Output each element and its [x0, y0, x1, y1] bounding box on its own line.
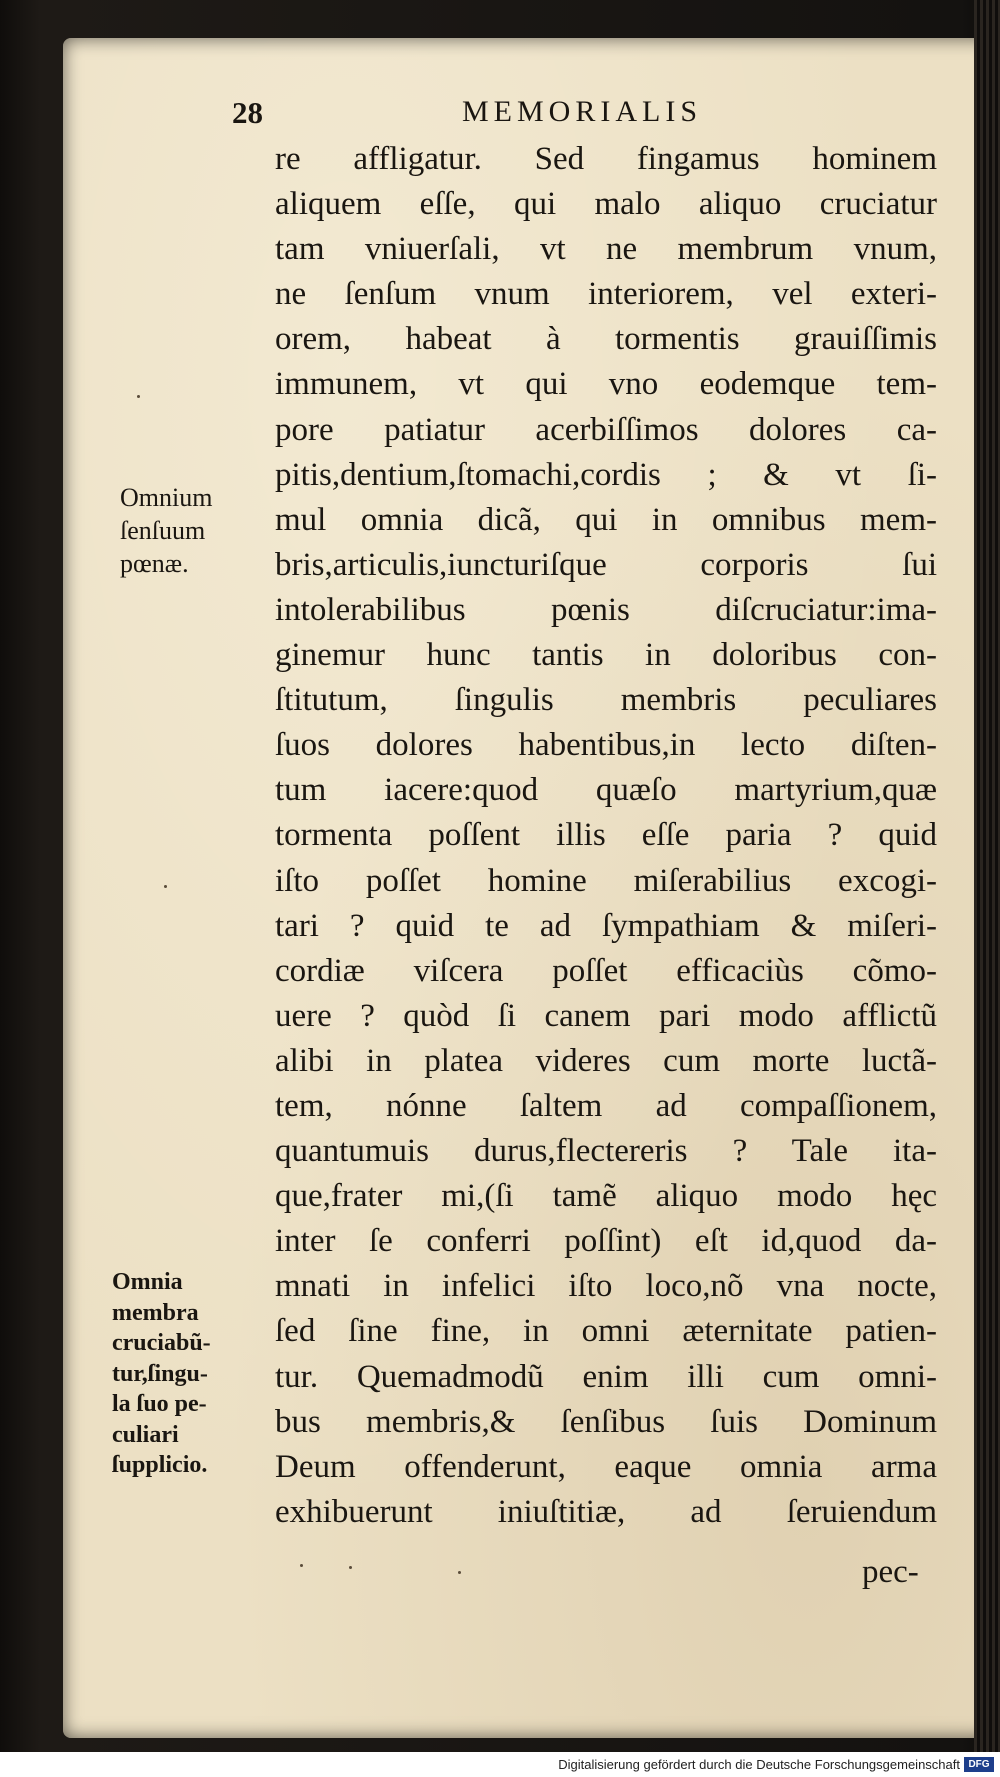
margin-note-line: Omnia [112, 1269, 183, 1295]
page-number: 28 [232, 95, 263, 130]
margin-note-senses [120, 481, 212, 580]
text-line: mnati in infelici iſto loco,nõ vna nocte, [275, 1268, 937, 1305]
text-line: alibi in platea videres cum morte luctã- [275, 1042, 937, 1079]
margin-note-line: culiari [112, 1421, 179, 1448]
text-line: Deum offenderunt, eaque omnia arma [275, 1448, 937, 1485]
text-line: immunem, vt qui vno eodemque tem- [275, 366, 937, 403]
text-line: aliquem eſſe, qui malo aliquo cruciatur [275, 186, 937, 223]
text-line: pore patiatur acerbiſſimos dolores ca- [275, 411, 937, 448]
text-line: bris,articulis,iuncturiſque corporis ſui [275, 546, 937, 583]
text-line: tormenta poſſent illis eſſe paria ? quid [275, 817, 937, 854]
text-line: mul omnia dicã, qui in omnibus mem- [275, 501, 937, 538]
running-head [0, 95, 1000, 135]
text-line: ginemur hunc tantis in doloribus con- [275, 637, 937, 674]
footer-bar [0, 1752, 1000, 1777]
text-line: ne ſenſum vnum interiorem, vel exteri- [275, 276, 937, 313]
text-line: re affligatur. Sed fingamus hominem [275, 141, 937, 177]
text-line: intolerabilibus pœnis diſcruciatur:ima- [275, 591, 937, 628]
text-line: tur. Quemadmodũ enim illi cum omni- [275, 1358, 937, 1395]
text-line: pitis,dentium,ſtomachi,cordis ; & vt ſi- [275, 456, 937, 493]
margin-note-line: pœnæ. [120, 549, 189, 578]
margin-note-members [112, 1267, 211, 1481]
text-line: iſto poſſet homine miſerabilius excogi- [275, 862, 937, 899]
text-line: orem, habeat à tormentis grauiſſimis [275, 321, 937, 358]
margin-note-line: tur,ſingu- [112, 1360, 208, 1387]
dfg-logo-icon: DFG [964, 1757, 994, 1772]
text-line: ſuos dolores habentibus,in lecto diſten- [275, 727, 937, 764]
text-line: tam vniuerſali, vt ne membrum vnum, [275, 231, 937, 268]
margin-note-line: ſupplicio. [112, 1452, 208, 1478]
running-title: MEMORIALIS [462, 95, 703, 128]
text-line: exhibuerunt iniuſtitiæ, ad ſeruiendum [275, 1493, 937, 1530]
margin-note-line: membra [112, 1299, 199, 1326]
text-line: quantumuis durus,flectereris ? Tale ita- [275, 1133, 937, 1170]
text-line: que,frater mi,(ſi tamẽ aliquo modo hęc [275, 1178, 937, 1215]
margin-note-line: la ſuo pe- [112, 1391, 207, 1417]
text-line: tum iacere:quod quæſo martyrium,quæ [275, 772, 937, 809]
text-line: ſtitutum, ſingulis membris peculiares [275, 682, 937, 719]
text-line: cordiæ viſcera poſſet efficaciùs cõmo- [275, 952, 937, 989]
text-line: uere ? quòd ſi canem pari modo afflictũ [275, 997, 937, 1034]
text-line: inter ſe conferri poſſint) eſt id,quod da- [275, 1223, 937, 1260]
body-text [275, 137, 937, 1535]
funding-credit: Digitalisierung gefördert durch die Deutsche Forschungsgemeinschaft [558, 1757, 960, 1772]
text-line: tem, nónne ſaltem ad compaſſionem, [275, 1087, 937, 1124]
margin-note-line: cruciabũ- [112, 1330, 211, 1356]
catchword: pec- [862, 1554, 919, 1590]
text-line: ſed ſine fine, in omni æternitate patien- [275, 1313, 937, 1350]
margin-note-line: ſenſuum [120, 516, 206, 545]
text-line: bus membris,& ſenſibus ſuis Dominum [275, 1403, 937, 1440]
margin-note-line: Omnium [120, 483, 213, 512]
text-line: tari ? quid te ad ſympathiam & miſeri- [275, 907, 937, 944]
